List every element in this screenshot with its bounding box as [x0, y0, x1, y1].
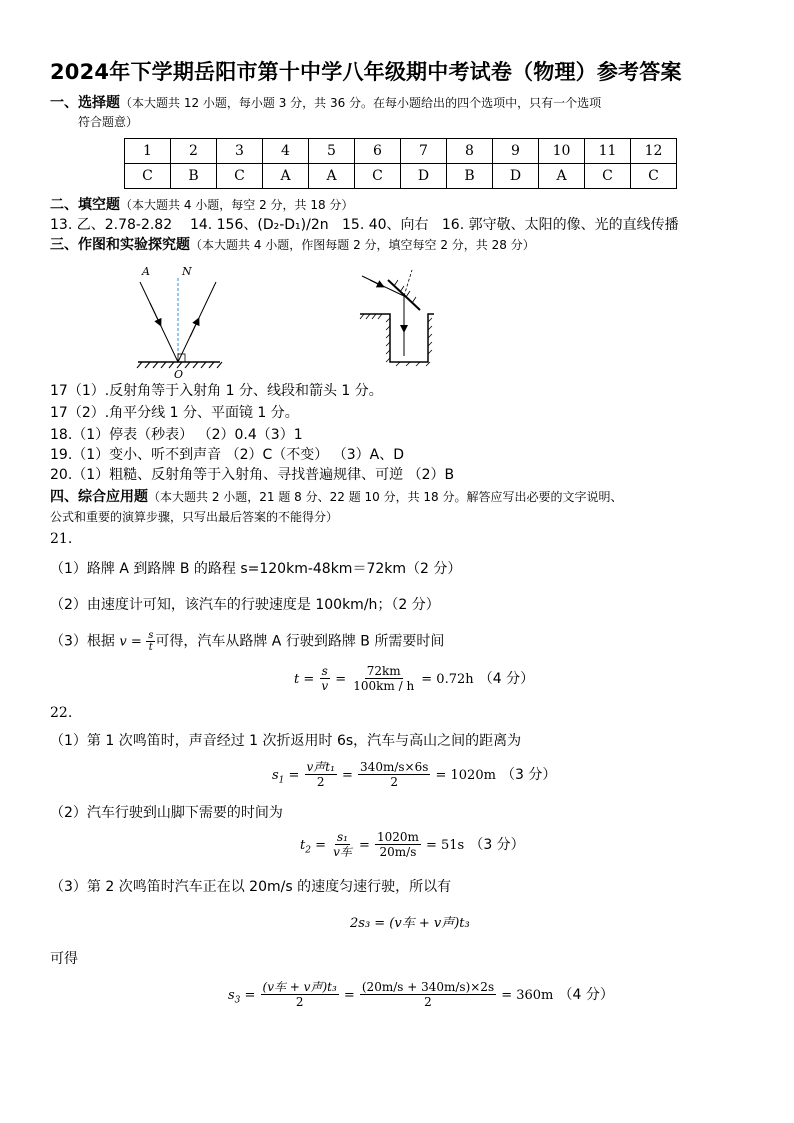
- q22-part2: （2）汽车行驶到山脚下需要的时间为: [50, 805, 283, 821]
- answer-17-2: 17（2）.角平分线 1 分、平面镜 1 分。: [50, 405, 299, 421]
- eq-frac2: [358, 760, 430, 789]
- q22-label: 22.: [50, 705, 73, 721]
- q-number: 6: [355, 139, 401, 164]
- q-answer: A: [309, 164, 355, 189]
- label-o: O: [174, 368, 184, 380]
- eq-frac1: [261, 980, 339, 1009]
- q-number: 9: [493, 139, 539, 164]
- frac-den: 2: [390, 775, 399, 789]
- answer-table: [124, 138, 677, 189]
- eq-lhs: $s_1$ =: [272, 768, 300, 786]
- page-title: 2024年下学期岳阳市第十中学八年级期中考试卷（物理）参考答案: [50, 60, 682, 84]
- sun-ray-arrow: [370, 280, 382, 286]
- frac-num: s₁: [337, 830, 348, 844]
- frac-den: 2: [295, 995, 304, 1009]
- eq-lhs: t =: [294, 672, 315, 687]
- eq-score: （3 分）: [501, 767, 557, 783]
- eq-equals: =: [358, 838, 370, 853]
- eq-result: = 0.72h: [421, 672, 474, 687]
- section3-heading: 三、作图和实验探究题: [50, 237, 190, 253]
- q-answer: C: [125, 164, 171, 189]
- section2-answers: [50, 216, 679, 234]
- eq-equals: =: [342, 768, 353, 783]
- q-answer: B: [447, 164, 493, 189]
- q-number: 1: [125, 139, 171, 164]
- frac-den: v车: [333, 845, 352, 859]
- section4-heading-line: [50, 488, 623, 506]
- frac-num: v声t₁: [306, 760, 335, 774]
- answer-17-1: 17（1）.反射角等于入射角 1 分、线段和箭头 1 分。: [50, 383, 383, 399]
- q22-part1: （1）第 1 次鸣笛时，声音经过 1 次折返用时 6s，汽车与高山之间的距离为: [50, 733, 522, 749]
- frac-den: 2: [424, 995, 432, 1009]
- section1-heading-line: [50, 94, 601, 112]
- frac-num: 340m/s×6s: [360, 760, 429, 774]
- q22-equation4: [228, 980, 614, 1009]
- q-answer: C: [631, 164, 677, 189]
- frac-den: 20m/s: [379, 845, 417, 859]
- label-n: N: [182, 265, 192, 278]
- mirror-back-hatch: [394, 280, 416, 303]
- q-answer: C: [355, 164, 401, 189]
- q22-kede: 可得: [50, 951, 78, 967]
- answer-13: 13. 乙、2.78-2.82: [50, 217, 173, 233]
- q-answer: A: [539, 164, 585, 189]
- section1-heading: 一、选择题: [50, 95, 120, 111]
- q-number: 12: [631, 139, 677, 164]
- section2-note: （本大题共 4 小题，每空 2 分，共 18 分）: [120, 198, 354, 212]
- eq-frac1: [331, 830, 354, 859]
- answer-table-numbers-row: [125, 139, 677, 164]
- eq-frac2: [351, 664, 416, 693]
- q-answer: D: [401, 164, 447, 189]
- formula-v: v =: [119, 634, 142, 650]
- section2-heading: 二、填空题: [50, 197, 120, 213]
- q-number: 8: [447, 139, 493, 164]
- eq-result: = 51s: [425, 838, 465, 853]
- incident-arrow: [150, 303, 160, 324]
- q-answer: A: [263, 164, 309, 189]
- eq-equals: =: [335, 672, 347, 687]
- q22-equation3: 2s₃ = (v车 + v声)t₃: [350, 916, 470, 931]
- q-number: 2: [171, 139, 217, 164]
- q22-equation2: [300, 830, 525, 859]
- section3-heading-line: [50, 236, 535, 254]
- eq-score: （3 分）: [469, 837, 525, 853]
- eq-lhs: $s_3$ =: [228, 988, 256, 1006]
- eq-frac2: [360, 980, 496, 1009]
- q21-part1: （1）路牌 A 到路牌 B 的路程 s=120km-48km＝72km（2 分）: [50, 561, 462, 577]
- section1-note-line2: 符合题意）: [78, 115, 139, 129]
- q-number: 11: [585, 139, 631, 164]
- eq-lhs: $t_2$ =: [300, 838, 326, 856]
- q21-part3: [50, 630, 444, 653]
- frac-den: t: [148, 642, 153, 653]
- q21-part3-post: 可得，汽车从路牌 A 行驶到路牌 B 所需要时间: [155, 633, 445, 650]
- eq-result: = 360m: [501, 988, 554, 1003]
- frac-den: v: [321, 679, 329, 693]
- q21-equation: [294, 664, 534, 693]
- q-answer: D: [493, 164, 539, 189]
- answer-15: 15. 40、向右: [342, 217, 429, 233]
- frac-num: 72km: [366, 664, 401, 678]
- eq-equals: =: [343, 988, 355, 1003]
- q-answer: B: [171, 164, 217, 189]
- answer-20: 20.（1）粗糙、反射角等于入射角、寻找普遍规律、可逆 （2）B: [50, 467, 455, 483]
- answer-table-answers-row: [125, 164, 677, 189]
- frac-num: (v车 + v声)t₃: [262, 980, 337, 994]
- q-number: 5: [309, 139, 355, 164]
- answer-14: 14. 156、(D₂-D₁)/2n: [189, 217, 329, 233]
- q21-part3-pre: （3）根据: [50, 633, 115, 650]
- frac-num: s: [148, 630, 154, 641]
- answer-18: 18.（1）停表（秒表） （2）0.4（3）1: [50, 427, 303, 443]
- eq-score: （4 分）: [558, 987, 614, 1003]
- q21-label: 21.: [50, 531, 73, 547]
- eq-frac1: [305, 760, 337, 789]
- answer-16: 16. 郭守敬、太阳的像、光的直线传播: [441, 217, 679, 233]
- q-number: 10: [539, 139, 585, 164]
- frac-den: 100km / h: [353, 679, 415, 693]
- eq-score: （4 分）: [478, 671, 535, 687]
- q-number: 4: [263, 139, 309, 164]
- eq-frac1: [319, 664, 330, 693]
- frac-num: s: [321, 664, 328, 678]
- reflection-diagram: [128, 262, 228, 380]
- eq-frac2: [375, 830, 421, 859]
- sun-ray: [362, 276, 404, 296]
- q22-equation1: [272, 760, 556, 789]
- reflected-arrow: [190, 320, 198, 337]
- well-outline: [360, 314, 434, 362]
- section3-note: （本大题共 4 小题，作图每题 2 分，填空每空 2 分，共 28 分）: [190, 238, 535, 252]
- q-answer: C: [585, 164, 631, 189]
- bisector-line: [404, 270, 412, 296]
- section2-heading-line: [50, 196, 353, 214]
- q-number: 7: [401, 139, 447, 164]
- frac-num: 1020m: [376, 830, 419, 844]
- section4-note-line2: 公式和重要的演算步骤，只写出最后答案的不能得分）: [50, 510, 339, 524]
- frac-den: 2: [316, 775, 325, 789]
- well-mirror-diagram: [356, 266, 436, 370]
- label-a: A: [142, 265, 150, 278]
- q22-part3: （3）第 2 次鸣笛时汽车正在以 20m/s 的速度匀速行驶，所以有: [50, 879, 452, 895]
- section4-heading: 四、综合应用题: [50, 489, 148, 505]
- q-number: 3: [217, 139, 263, 164]
- q21-part2: （2）由速度计可知，该汽车的行驶速度是 100km/h；（2 分）: [50, 597, 440, 613]
- eq-result: = 1020m: [435, 768, 496, 783]
- formula-v-frac: [146, 630, 155, 653]
- frac-num: (20m/s + 340m/s)×2s: [361, 980, 495, 994]
- well-hatch: [360, 314, 432, 366]
- q-answer: C: [217, 164, 263, 189]
- section1-note: （本大题共 12 小题，每小题 3 分，共 36 分。在每小题给出的四个选项中，只有一个选项: [120, 96, 602, 110]
- answer-19: 19.（1）变小、听不到声音 （2）C（不变） （3）A、D: [50, 447, 405, 463]
- section4-note: （本大题共 2 小题，21 题 8 分、22 题 10 分，共 18 分。解答应写出必要的文字说明、: [148, 490, 623, 504]
